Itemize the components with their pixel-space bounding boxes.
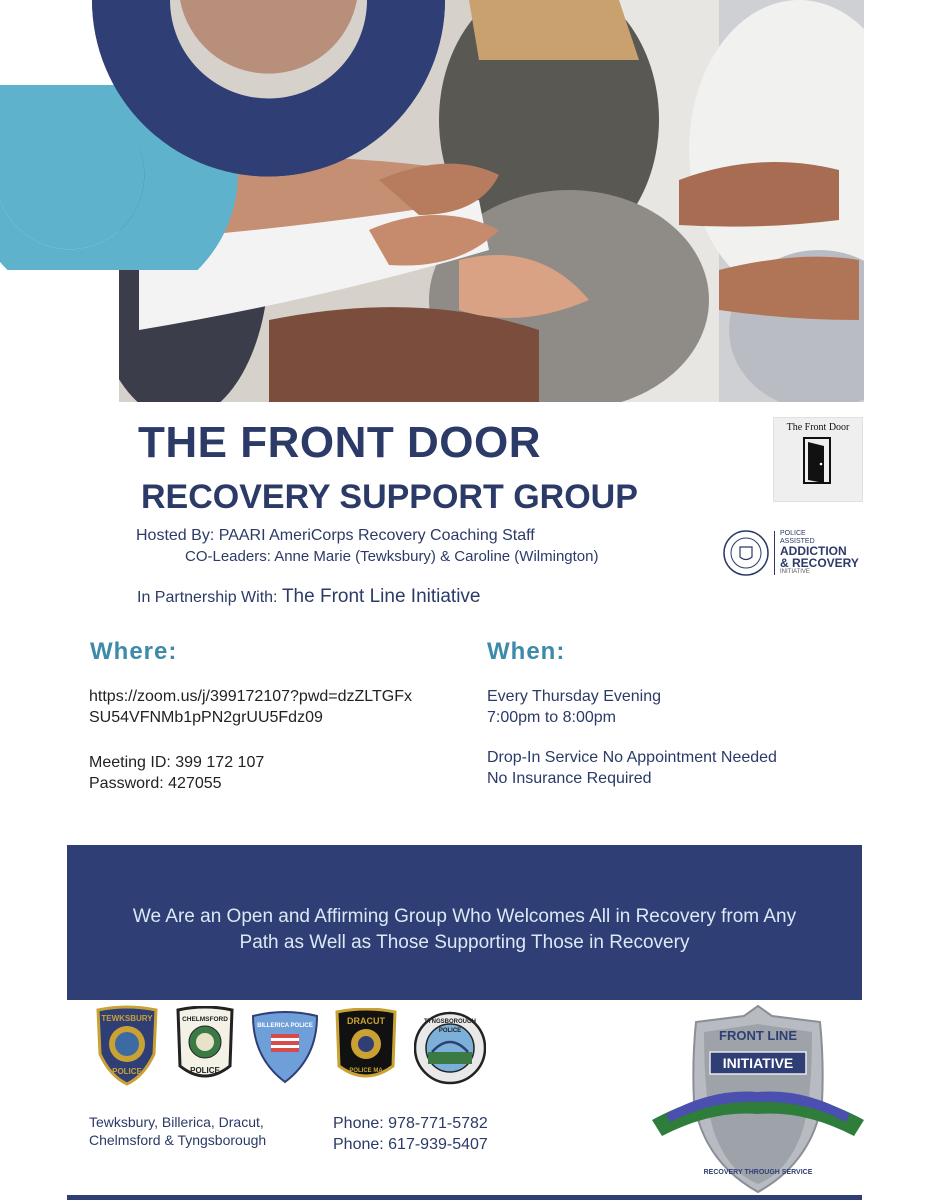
tewksbury-police-badge xyxy=(94,1004,160,1086)
drop-in-note: Drop-In Service No Appointment Needed xyxy=(487,749,777,766)
meeting-details xyxy=(89,752,264,794)
svg-text:INITIATIVE: INITIATIVE xyxy=(722,1055,794,1071)
tyngsborough-police-badge xyxy=(414,1010,486,1088)
paari-line3: ADDICTION xyxy=(780,544,847,558)
where-heading: Where: xyxy=(90,638,178,665)
partnership-name: The Front Line Initiative xyxy=(281,586,481,607)
zoom-url-line1: https://zoom.us/j/399172107?pwd=dzZLTGFx xyxy=(89,688,412,705)
page-subtitle: RECOVERY SUPPORT GROUP xyxy=(141,478,638,516)
svg-text:CHELMSFORD: CHELMSFORD xyxy=(182,1016,228,1023)
svg-text:TEWKSBURY: TEWKSBURY xyxy=(101,1014,153,1023)
welcome-banner-text xyxy=(67,904,862,956)
partnership-line xyxy=(137,586,481,608)
dracut-police-badge xyxy=(333,1008,399,1086)
paari-divider xyxy=(774,531,775,575)
svg-text:POLICE: POLICE xyxy=(112,1067,142,1076)
insurance-note: No Insurance Required xyxy=(487,770,652,787)
chelmsford-police-badge xyxy=(172,1006,238,1084)
svg-text:BILLERICA POLICE: BILLERICA POLICE xyxy=(257,1023,313,1029)
schedule xyxy=(487,686,661,728)
decorative-rings xyxy=(0,0,470,270)
when-heading: When: xyxy=(487,638,566,665)
paari-logo xyxy=(722,529,862,579)
phone-numbers xyxy=(333,1113,488,1155)
front-line-initiative-logo xyxy=(652,1002,864,1196)
towns-line1: Tewksbury, Billerica, Dracut, xyxy=(89,1114,264,1130)
towns-line2: Chelmsford & Tyngsborough xyxy=(89,1132,267,1148)
svg-text:FRONT LINE: FRONT LINE xyxy=(719,1028,797,1043)
schedule-time: 7:00pm to 8:00pm xyxy=(487,709,616,726)
towns-list xyxy=(89,1113,266,1149)
phone-2[interactable]: Phone: 617-939-5407 xyxy=(333,1136,488,1153)
zoom-link[interactable] xyxy=(89,686,412,728)
bottom-bar xyxy=(67,1195,862,1200)
hosted-by-text: Hosted By: PAARI AmeriCorps Recovery Coaching Staff xyxy=(136,527,535,544)
billerica-police-badge xyxy=(249,1008,321,1084)
welcome-banner xyxy=(67,845,862,1000)
paari-seal-icon xyxy=(722,529,770,577)
meeting-id: Meeting ID: 399 172 107 xyxy=(89,754,265,771)
paari-line1: POLICE ASSISTED xyxy=(780,530,815,545)
banner-line2: Path as Well as Those Supporting Those in Recovery xyxy=(239,932,690,953)
co-leaders-text: CO-Leaders: Anne Marie (Tewksbury) & Caroline (Wilmington) xyxy=(185,548,599,565)
page-title: THE FRONT DOOR xyxy=(138,418,541,467)
svg-text:POLICE: POLICE xyxy=(438,1028,462,1034)
paari-line5: INITIATIVE xyxy=(780,569,810,575)
service-notes xyxy=(487,747,777,789)
banner-line1: We Are an Open and Affirming Group Who Welcomes All in Recovery from Any xyxy=(132,906,797,927)
svg-text:DRACUT: DRACUT xyxy=(347,1016,385,1026)
partnership-label: In Partnership With: xyxy=(137,589,278,606)
phone-1[interactable]: Phone: 978-771-5782 xyxy=(333,1115,488,1132)
paari-line4: & RECOVERY xyxy=(780,556,859,570)
svg-text:RECOVERY THROUGH SERVICE: RECOVERY THROUGH SERVICE xyxy=(703,1169,813,1176)
front-door-logo-text: The Front Door xyxy=(786,422,850,433)
svg-text:TYNGSBOROUGH: TYNGSBOROUGH xyxy=(423,1019,477,1025)
meeting-password: Password: 427055 xyxy=(89,775,222,792)
svg-text:POLICE MA: POLICE MA xyxy=(349,1068,383,1074)
door-icon xyxy=(802,436,834,486)
zoom-url-line2: SU54VFNMb1pPN2grUU5Fdz09 xyxy=(89,709,323,726)
front-door-logo xyxy=(773,417,863,502)
svg-text:POLICE: POLICE xyxy=(190,1066,220,1075)
schedule-day: Every Thursday Evening xyxy=(487,688,662,705)
